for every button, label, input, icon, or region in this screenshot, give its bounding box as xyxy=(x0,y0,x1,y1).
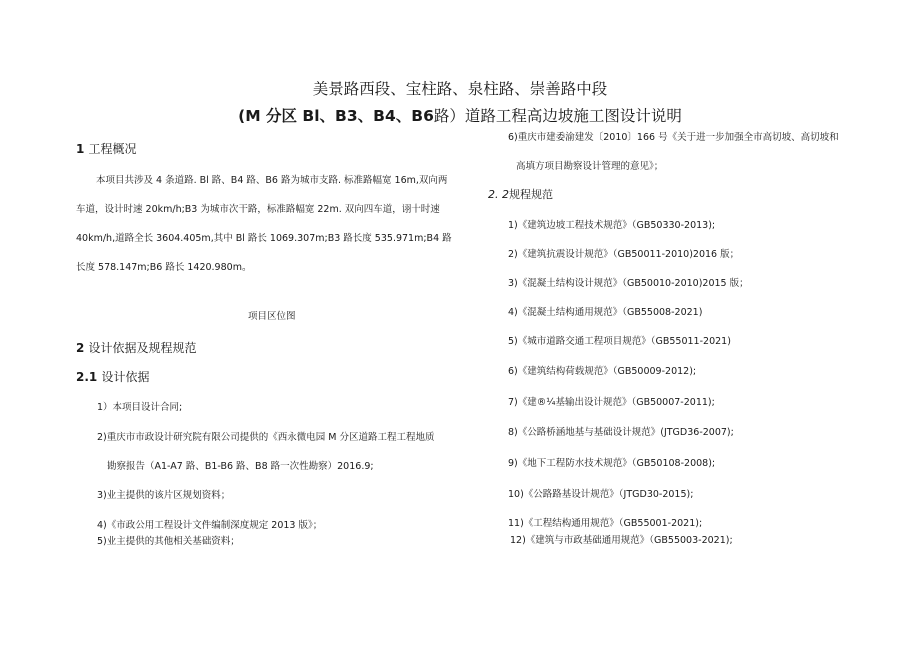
norm-item-4: 4)《混凝土结构通用规范》（GB55008-2021) xyxy=(508,307,703,318)
section-2-1-title: 设计依据 xyxy=(101,370,150,384)
basis-item-2-cont: 勘察报告（A1-A7 路、B1-B6 路、B8 路一次性勘察）2016.9; xyxy=(107,461,374,472)
section-2-title: 设计依据及规程规范 xyxy=(88,341,197,355)
section-2-1-heading xyxy=(76,368,149,385)
norm-item-5: 5)《城市道路交通工程项目规范》（GB55011-2021) xyxy=(508,336,731,347)
norm-item-8: 8)《公路桥涵地基与基础设计规范》(JTGD36-2007); xyxy=(508,427,734,438)
basis-item-1: 1）本项目设计合同; xyxy=(97,402,183,413)
basis-item-6-cont: 高填方项目勘察设计管理的意见》； xyxy=(516,161,664,172)
norm-item-7: 7)《建®¼基输出设计规范》（GB50007-2011); xyxy=(508,397,715,408)
title-line-2-road-codes: (M 分区 Bl、B3、B4、B6 xyxy=(238,107,434,125)
basis-item-4: 4)《市政公用工程设计文件编制深度规定 2013 版》； xyxy=(97,520,323,531)
overview-line-4: 长度 578.147m;B6 路长 1420.980m。 xyxy=(76,262,252,273)
section-2-1-number: 2.1 xyxy=(76,370,98,384)
section-2-2-title: 规程规范 xyxy=(509,188,553,201)
overview-line-1: 本项目共涉及 4 条道路. Bl 路、B4 路、B6 路为城市支路. 标准路幅宽 16m,双向两 xyxy=(96,175,448,186)
norm-item-9: 9)《地下工程防水技术规范》（GB50108-2008); xyxy=(508,458,716,469)
norm-item-11: 11)《工程结构通用规范》（GB55001-2021); xyxy=(508,518,703,529)
basis-item-3: 3)业主提供的该片区规划资料； xyxy=(97,490,231,501)
basis-item-2: 2)重庆市市政设计研究院有限公司提供的《西永微电园 M 分区道路工程工程地质 xyxy=(97,432,435,443)
section-2-2-number: 2. 2 xyxy=(488,188,509,201)
norm-item-12: 12)《建筑与市政基础通用规范》（GB55003-2021); xyxy=(510,535,733,546)
norm-item-2: 2)《建筑抗震设计规范》（GB50011-2010)2016 版； xyxy=(508,249,740,260)
title-line-2 xyxy=(0,104,920,126)
section-1-heading xyxy=(76,140,137,157)
norm-item-10: 10)《公路路基设计规范》（JTGD30-2015); xyxy=(508,489,694,500)
norm-item-1: 1)《建筑边坡工程技术规范》（GB50330-2013); xyxy=(508,220,716,231)
section-1-title: 工程概况 xyxy=(88,142,137,156)
section-2-heading xyxy=(76,339,197,356)
basis-item-6: 6)重庆市建委渝建发〔2010〕166 号《关于进一步加强全市高切坡、高切坡和 xyxy=(508,132,839,143)
section-2-2-heading xyxy=(488,186,553,202)
title-line-2-text: 路）道路工程高边坡施工图设计说明 xyxy=(433,107,682,125)
title-line-1: 美景路西段、宝柱路、泉柱路、崇善路中段 xyxy=(312,80,608,98)
basis-item-5: 5)业主提供的其他相关基础资料； xyxy=(97,536,240,547)
norm-item-6: 6)《建筑结构荷载规范》（GB50009-2012); xyxy=(508,366,697,377)
norm-item-3: 3)《混凝土结构设计规范》（GB50010-2010)2015 版； xyxy=(508,278,749,289)
figure-caption: 项目区位图 xyxy=(248,311,296,322)
overview-line-3: 40km/h,道路全长 3604.405m,其中 Bl 路长 1069.307m;B3 路长度 535.971m;B4 路 xyxy=(76,233,452,244)
section-1-number: 1 xyxy=(76,142,85,156)
overview-line-2: 车道，设计时速 20km/h;B3 为城市次干路，标准路幅宽 22m. 双向四车道，诩十时速 xyxy=(76,204,440,215)
section-2-number: 2 xyxy=(76,341,85,355)
